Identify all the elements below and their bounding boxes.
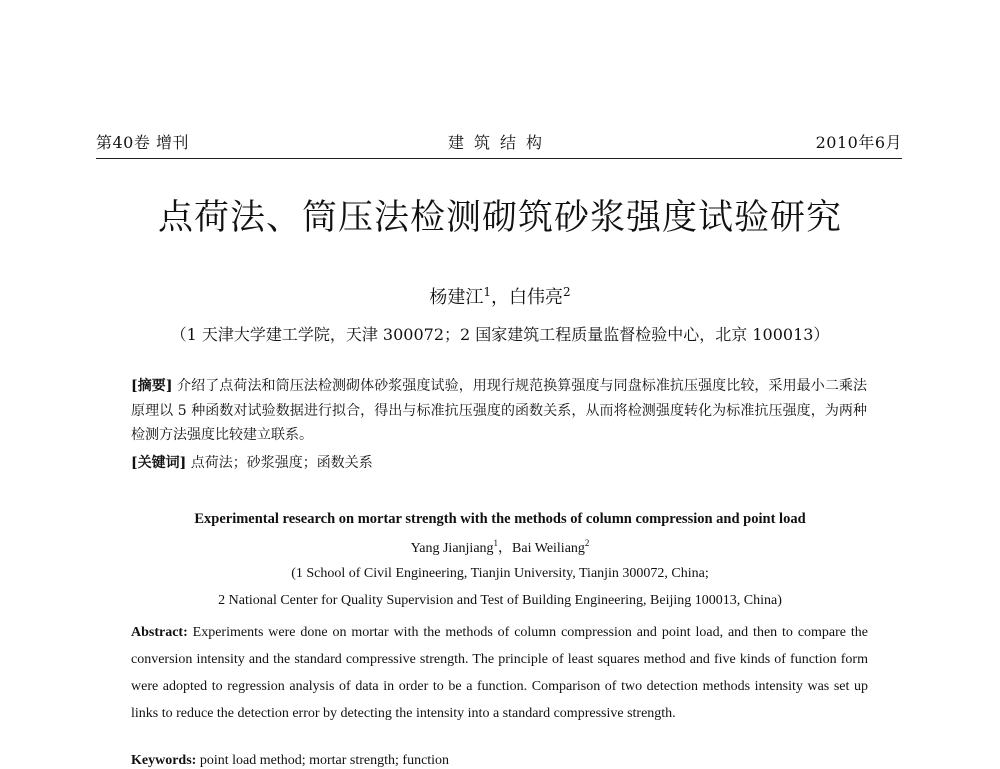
- keywords-text-cn: 点荷法；砂浆强度；函数关系: [190, 455, 373, 471]
- abstract-en: [131, 619, 868, 727]
- authors-cn: [0, 283, 1000, 309]
- author-affiliation-mark: 1: [483, 285, 491, 299]
- author-affiliation-mark: 2: [563, 285, 571, 299]
- author-name: 杨建江: [429, 287, 484, 308]
- author-separator: ，: [498, 541, 513, 556]
- affiliation-en-line: 2 National Center for Quality Supervision and Test of Building Engineering, Beijing 100013, China): [218, 593, 782, 608]
- abstract-text-cn: 介绍了点荷法和筒压法检测砌体砂浆强度试验，用现行规范换算强度与同盘标准抗压强度比较，采用最小二乘法原理以 5 种函数对试验数据进行拟合，得出与标准抗压强度的函数关系，从而将检测强度转化为标准抗压强度，为两种检测方法强度比较建立联系。: [131, 378, 868, 443]
- author-separator: ，: [491, 287, 509, 308]
- keywords-cn: [131, 452, 373, 472]
- author-affiliation-mark: 2: [584, 538, 590, 548]
- authors-en: [0, 537, 1000, 557]
- affiliation-cn: （1 天津大学建工学院，天津 300072；2 国家建筑工程质量监督检验中心，北京 100013）: [170, 325, 830, 344]
- abstract-cn: [131, 374, 867, 448]
- journal-volume: 第40卷 增刊: [96, 133, 189, 152]
- abstract-label-cn: [摘要]: [131, 378, 173, 394]
- keywords-text-en: point load method; mortar strength; function: [199, 753, 450, 768]
- keywords-en: [131, 753, 449, 769]
- paper-title-cn: 点荷法、筒压法检测砌筑砂浆强度试验研究: [157, 198, 842, 238]
- author-name: Bai Weiliang: [512, 541, 585, 556]
- author-affiliation-mark: 1: [493, 538, 499, 548]
- keywords-label-en: Keywords:: [131, 753, 197, 768]
- abstract-text-en: Experiments were done on mortar with the methods of column compression and point load, and then to compare the conversion intensity and the standard compressive strength. The principle of least squares method and five kinds of function form were adopted to regression analysis of data in order to be a function. Comparison of two detection methods intensity was set up links to reduce the detection error by detecting the intensity into a standard compressive strength.: [131, 625, 869, 721]
- header-rule: [96, 158, 902, 159]
- author-name: 白伟亮: [509, 287, 563, 308]
- affiliation-en-line: (1 School of Civil Engineering, Tianjin University, Tianjin 300072, China;: [291, 566, 709, 581]
- journal-name: 建筑结构: [447, 133, 552, 152]
- paper-title-en: Experimental research on mortar strength with the methods of column compression and point load: [194, 511, 806, 527]
- author-name: Yang Jianjiang: [410, 541, 494, 556]
- abstract-label-en: Abstract:: [131, 625, 188, 640]
- keywords-label-cn: [关键词]: [131, 455, 187, 471]
- publication-date: 2010年6月: [815, 133, 902, 152]
